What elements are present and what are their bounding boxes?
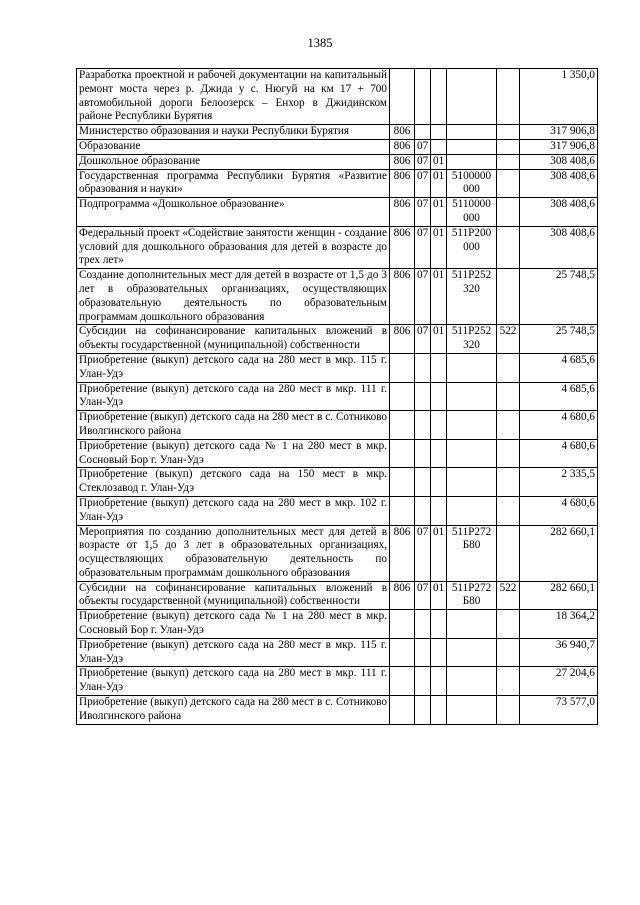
- expense-type-code: [497, 69, 520, 125]
- ministry-code: [390, 382, 415, 411]
- expense-type-code: [497, 269, 520, 325]
- expense-type-code: 522: [497, 581, 520, 610]
- row-name: Приобретение (выкуп) детского сада на 280 мест в мкр. 115 г. Улан-Удэ: [77, 638, 390, 667]
- table-row: [77, 638, 598, 667]
- amount: 2 335,5: [520, 468, 598, 497]
- subsection-code: [431, 696, 447, 725]
- target-article-code: [447, 69, 497, 125]
- ministry-code: 806: [390, 154, 415, 169]
- table-row: [77, 667, 598, 696]
- amount: 317 906,8: [520, 125, 598, 140]
- target-article-code: 5100000 000: [447, 169, 497, 198]
- expense-type-code: [497, 667, 520, 696]
- table-row: [77, 496, 598, 525]
- page-number: 1385: [307, 36, 333, 50]
- section-code: [415, 411, 431, 440]
- row-name: Создание дополнительных мест для детей в возрасте от 1,5 до 3 лет в образовательных организациях, осуществляющих образовательную деятельность по образовательным программам дошкольного образования: [77, 269, 390, 325]
- row-name: Приобретение (выкуп) детского сада на 280 мест в мкр. 111 г. Улан-Удэ: [77, 667, 390, 696]
- ministry-code: [390, 667, 415, 696]
- section-code: 07: [415, 325, 431, 354]
- section-code: [415, 382, 431, 411]
- target-article-code: [447, 353, 497, 382]
- expense-type-code: [497, 439, 520, 468]
- expense-type-code: [497, 139, 520, 154]
- subsection-code: [431, 411, 447, 440]
- table-row: [77, 610, 598, 639]
- table-row: [77, 154, 598, 169]
- section-code: [415, 667, 431, 696]
- subsection-code: 01: [431, 581, 447, 610]
- section-code: [415, 353, 431, 382]
- amount: 308 408,6: [520, 226, 598, 268]
- section-code: [415, 125, 431, 140]
- target-article-code: 5110000 000: [447, 198, 497, 227]
- amount: 4 680,6: [520, 439, 598, 468]
- ministry-code: [390, 411, 415, 440]
- row-name: Государственная программа Республики Бурятия «Развитие образования и науки»: [77, 169, 390, 198]
- amount: 1 350,0: [520, 69, 598, 125]
- section-code: [415, 496, 431, 525]
- amount: 27 204,6: [520, 667, 598, 696]
- budget-table: [76, 68, 598, 725]
- expense-type-code: [497, 496, 520, 525]
- subsection-code: 01: [431, 525, 447, 581]
- table-row: [77, 696, 598, 725]
- table-row: [77, 411, 598, 440]
- row-name: Образование: [77, 139, 390, 154]
- ministry-code: [390, 439, 415, 468]
- section-code: [415, 696, 431, 725]
- ministry-code: [390, 638, 415, 667]
- row-name: Приобретение (выкуп) детского сада на 280 мест в мкр. 115 г. Улан-Удэ: [77, 353, 390, 382]
- expense-type-code: [497, 638, 520, 667]
- target-article-code: [447, 667, 497, 696]
- table-row: [77, 581, 598, 610]
- section-code: 07: [415, 154, 431, 169]
- subsection-code: [431, 125, 447, 140]
- target-article-code: [447, 696, 497, 725]
- expense-type-code: [497, 226, 520, 268]
- row-name: Приобретение (выкуп) детского сада на 280 мест в с. Сотниково Иволгинского района: [77, 696, 390, 725]
- ministry-code: 806: [390, 581, 415, 610]
- amount: 73 577,0: [520, 696, 598, 725]
- row-name: Приобретение (выкуп) детского сада на 280 мест в мкр. 102 г. Улан-Удэ: [77, 496, 390, 525]
- section-code: [415, 69, 431, 125]
- amount: 4 685,6: [520, 382, 598, 411]
- amount: 282 660,1: [520, 525, 598, 581]
- target-article-code: [447, 439, 497, 468]
- subsection-code: 01: [431, 169, 447, 198]
- row-name: Приобретение (выкуп) детского сада на 280 мест в мкр. 111 г. Улан-Удэ: [77, 382, 390, 411]
- table-row: [77, 198, 598, 227]
- target-article-code: [447, 125, 497, 140]
- table-body: [77, 69, 598, 725]
- row-name: Субсидии на софинансирование капитальных вложений в объекты государственной (муниципальной) собственности: [77, 325, 390, 354]
- ministry-code: [390, 610, 415, 639]
- row-name: Разработка проектной и рабочей документации на капитальный ремонт моста через р. Джида у с. Нюгуй на км 17 + 700 автомобильной дороги Белоозерск – Енхор в Джидинском районе Республики Бурятия: [77, 69, 390, 125]
- ministry-code: 806: [390, 525, 415, 581]
- table-row: [77, 69, 598, 125]
- expense-type-code: [497, 169, 520, 198]
- target-article-code: [447, 496, 497, 525]
- section-code: [415, 610, 431, 639]
- target-article-code: [447, 382, 497, 411]
- section-code: [415, 638, 431, 667]
- row-name: Приобретение (выкуп) детского сада на 280 мест в с. Сотниково Иволгинского района: [77, 411, 390, 440]
- amount: 282 660,1: [520, 581, 598, 610]
- subsection-code: [431, 667, 447, 696]
- row-name: Подпрограмма «Дошкольное образование»: [77, 198, 390, 227]
- target-article-code: 511Р200 000: [447, 226, 497, 268]
- row-name: Приобретение (выкуп) детского сада № 1 на 280 мест в мкр. Сосновый Бор г. Улан-Удэ: [77, 610, 390, 639]
- subsection-code: [431, 353, 447, 382]
- ministry-code: 806: [390, 226, 415, 268]
- expense-type-code: [497, 154, 520, 169]
- subsection-code: [431, 468, 447, 497]
- subsection-code: 01: [431, 325, 447, 354]
- expense-type-code: 522: [497, 325, 520, 354]
- expense-type-code: [497, 411, 520, 440]
- expense-type-code: [497, 198, 520, 227]
- row-name: Дошкольное образование: [77, 154, 390, 169]
- subsection-code: [431, 638, 447, 667]
- ministry-code: [390, 496, 415, 525]
- ministry-code: 806: [390, 169, 415, 198]
- expense-type-code: [497, 468, 520, 497]
- subsection-code: 01: [431, 269, 447, 325]
- table-row: [77, 269, 598, 325]
- subsection-code: 01: [431, 226, 447, 268]
- table-row: [77, 139, 598, 154]
- expense-type-code: [497, 696, 520, 725]
- section-code: 07: [415, 269, 431, 325]
- section-code: 07: [415, 226, 431, 268]
- table-row: [77, 439, 598, 468]
- table-row: [77, 125, 598, 140]
- expense-type-code: [497, 382, 520, 411]
- amount: 308 408,6: [520, 169, 598, 198]
- amount: 308 408,6: [520, 154, 598, 169]
- amount: 4 680,6: [520, 411, 598, 440]
- ministry-code: 806: [390, 198, 415, 227]
- target-article-code: [447, 139, 497, 154]
- row-name: Субсидии на софинансирование капитальных вложений в объекты государственной (муниципальной) собственности: [77, 581, 390, 610]
- section-code: 07: [415, 139, 431, 154]
- amount: 4 680,6: [520, 496, 598, 525]
- row-name: Приобретение (выкуп) детского сада № 1 на 280 мест в мкр. Сосновый Бор г. Улан-Удэ: [77, 439, 390, 468]
- target-article-code: 511Р252 320: [447, 269, 497, 325]
- ministry-code: 806: [390, 325, 415, 354]
- section-code: 07: [415, 169, 431, 198]
- subsection-code: [431, 439, 447, 468]
- amount: 18 364,2: [520, 610, 598, 639]
- table-row: [77, 325, 598, 354]
- row-name: Министерство образования и науки Республики Бурятия: [77, 125, 390, 140]
- row-name: Приобретение (выкуп) детского сада на 150 мест в мкр. Стеклозавод г. Улан-Удэ: [77, 468, 390, 497]
- target-article-code: [447, 638, 497, 667]
- amount: 317 906,8: [520, 139, 598, 154]
- amount: 308 408,6: [520, 198, 598, 227]
- expense-type-code: [497, 125, 520, 140]
- table-row: [77, 226, 598, 268]
- ministry-code: [390, 69, 415, 125]
- subsection-code: [431, 610, 447, 639]
- target-article-code: 511Р272 Б80: [447, 525, 497, 581]
- row-name: Мероприятия по созданию дополнительных мест для детей в возрасте от 1,5 до 3 лет в образовательных организациях, осуществляющих образовательную деятельность по образовательным программам дошкольного образования: [77, 525, 390, 581]
- amount: 4 685,6: [520, 353, 598, 382]
- section-code: 07: [415, 581, 431, 610]
- ministry-code: [390, 353, 415, 382]
- expense-type-code: [497, 353, 520, 382]
- table-row: [77, 468, 598, 497]
- expense-type-code: [497, 525, 520, 581]
- target-article-code: 511Р272 Б80: [447, 581, 497, 610]
- target-article-code: [447, 154, 497, 169]
- target-article-code: 511Р252 320: [447, 325, 497, 354]
- subsection-code: [431, 69, 447, 125]
- subsection-code: 01: [431, 154, 447, 169]
- ministry-code: [390, 696, 415, 725]
- target-article-code: [447, 468, 497, 497]
- target-article-code: [447, 610, 497, 639]
- ministry-code: 806: [390, 139, 415, 154]
- section-code: [415, 468, 431, 497]
- subsection-code: [431, 139, 447, 154]
- ministry-code: 806: [390, 125, 415, 140]
- subsection-code: [431, 382, 447, 411]
- table-row: [77, 169, 598, 198]
- ministry-code: [390, 468, 415, 497]
- row-name: Федеральный проект «Содействие занятости женщин - создание условий для дошкольного образования для детей в возрасте до трех лет»: [77, 226, 390, 268]
- table-row: [77, 353, 598, 382]
- ministry-code: 806: [390, 269, 415, 325]
- amount: 25 748,5: [520, 325, 598, 354]
- expense-type-code: [497, 610, 520, 639]
- section-code: [415, 439, 431, 468]
- table-row: [77, 525, 598, 581]
- section-code: 07: [415, 198, 431, 227]
- amount: 36 940,7: [520, 638, 598, 667]
- subsection-code: [431, 496, 447, 525]
- subsection-code: 01: [431, 198, 447, 227]
- target-article-code: [447, 411, 497, 440]
- table-row: [77, 382, 598, 411]
- amount: 25 748,5: [520, 269, 598, 325]
- section-code: 07: [415, 525, 431, 581]
